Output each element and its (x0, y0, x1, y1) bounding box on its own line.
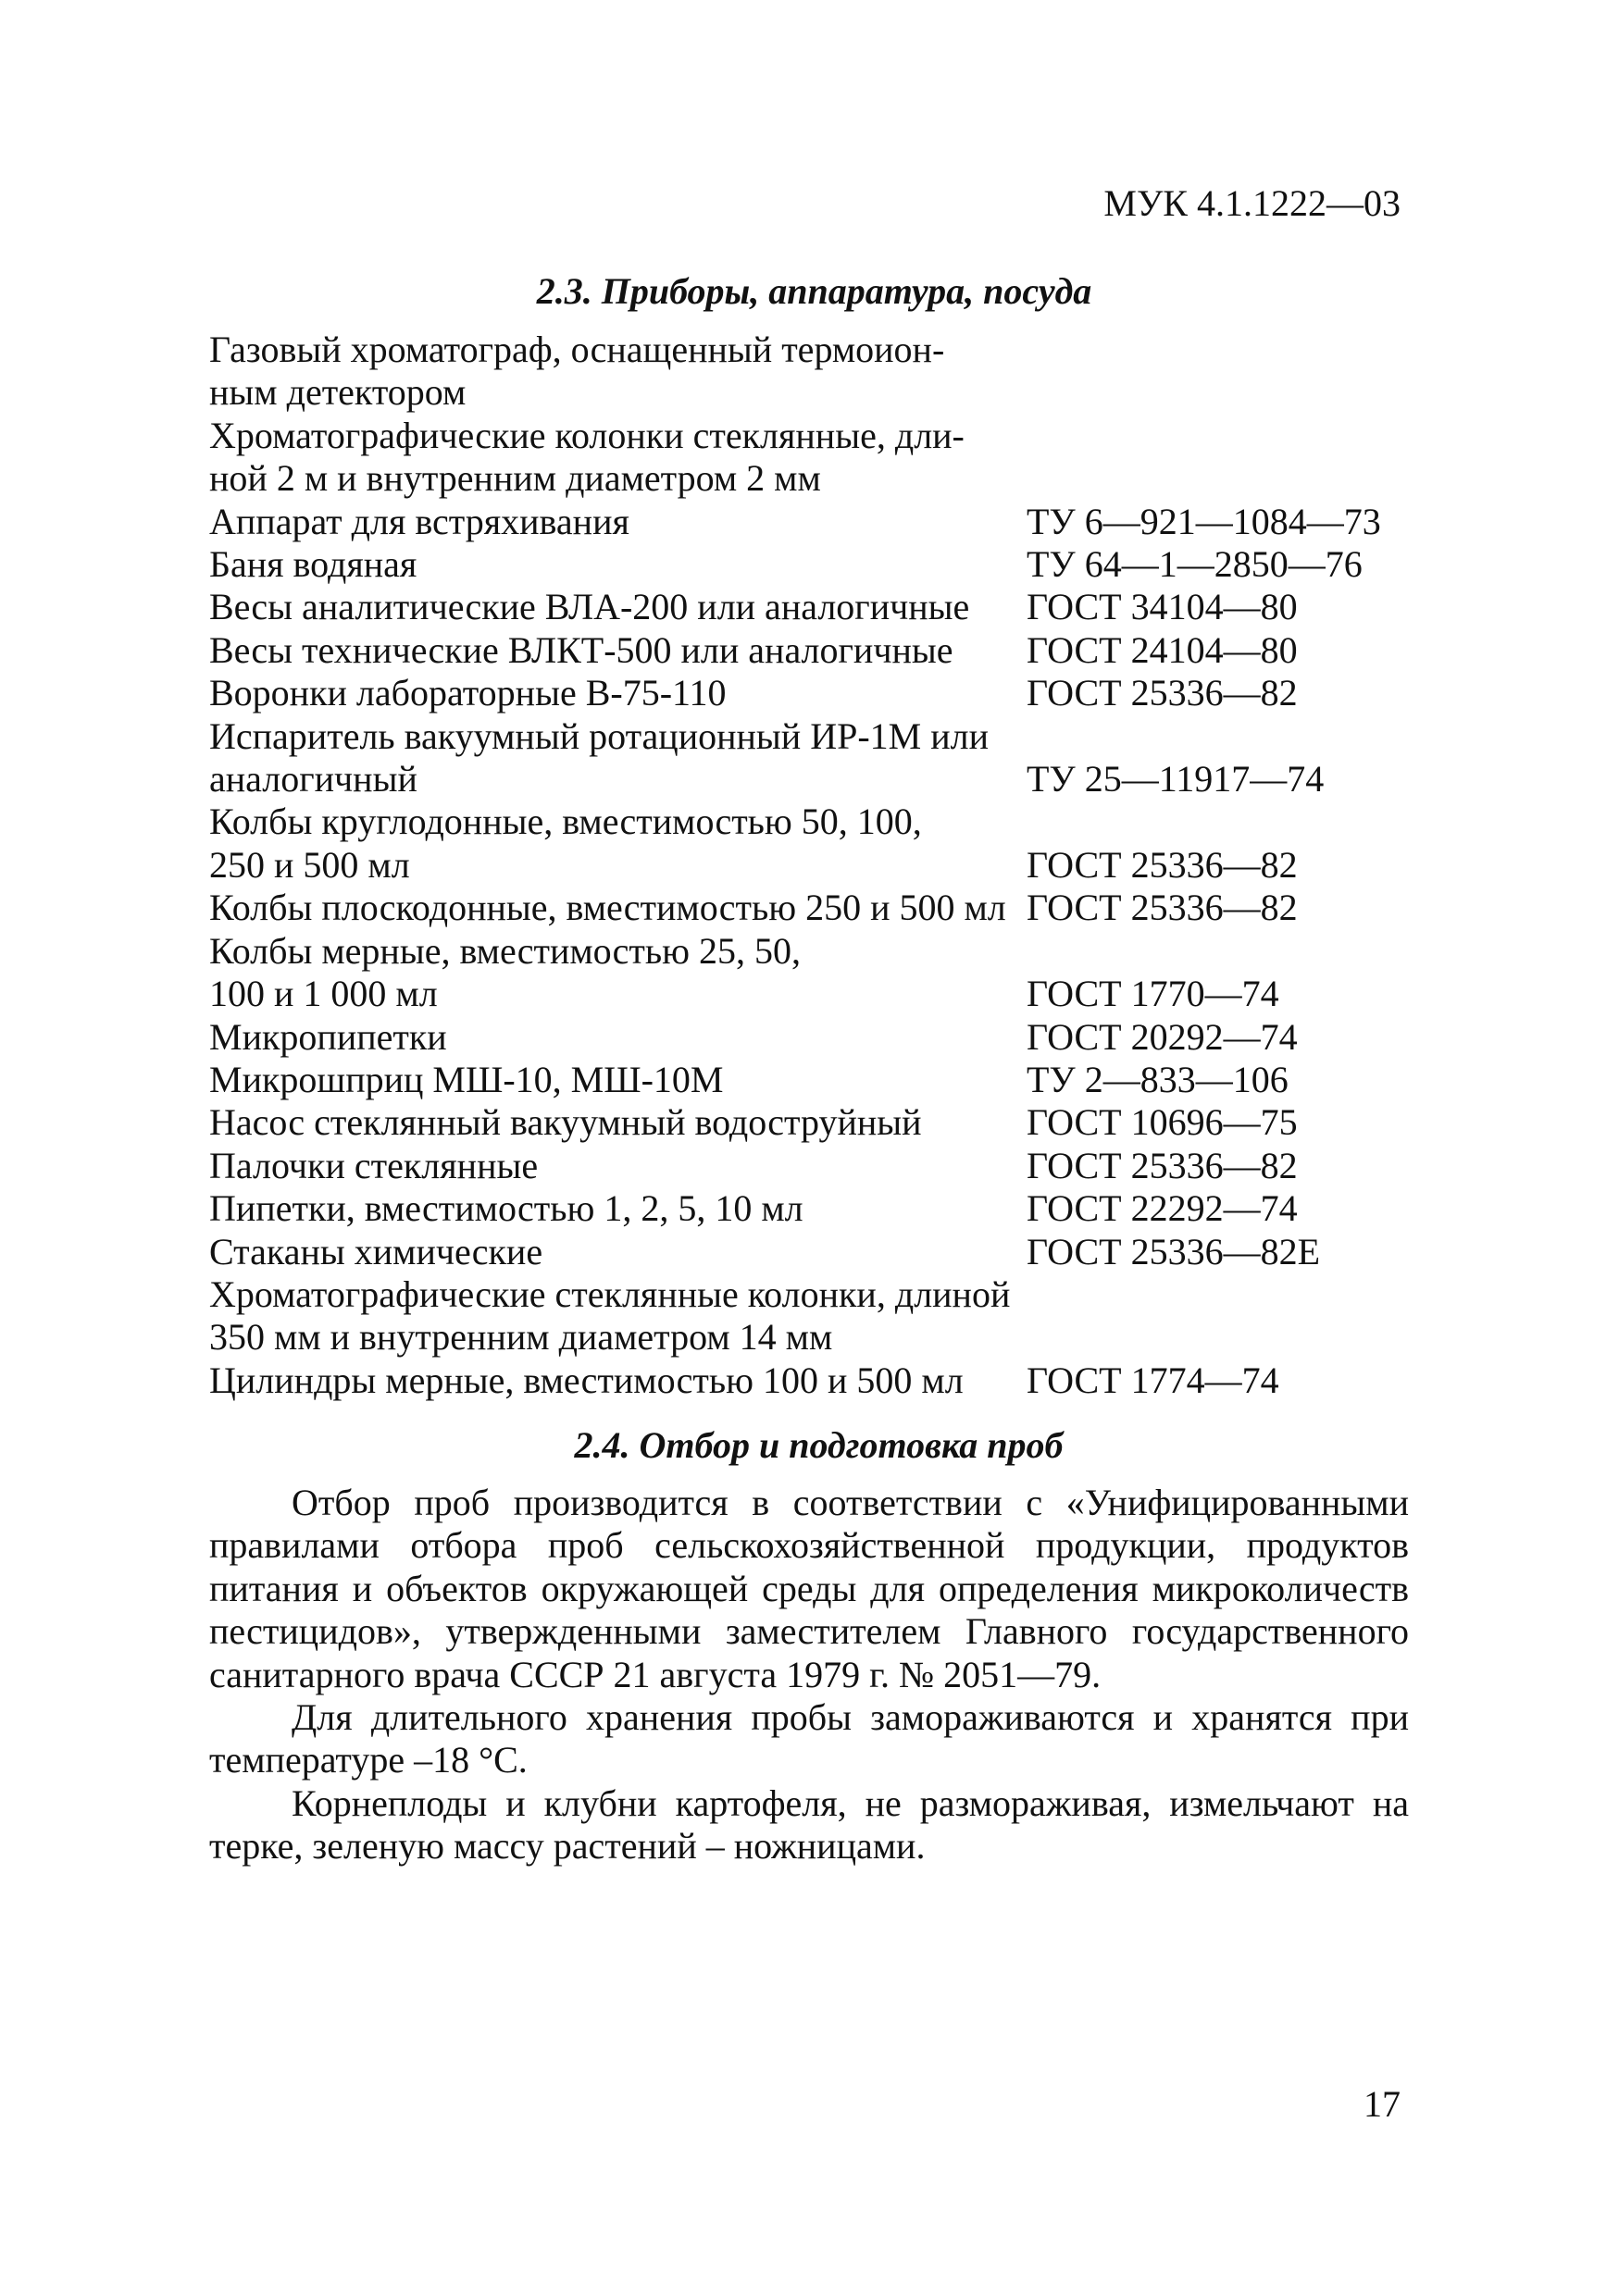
equipment-name-line: Микропипетки (209, 1015, 447, 1058)
equipment-name-line: Весы аналитические ВЛА-200 или аналогичные (209, 586, 970, 628)
equipment-name (209, 715, 1024, 801)
equipment-name (209, 887, 1024, 929)
equipment-name (209, 1101, 1024, 1144)
equipment-name-line: Хроматографические колонки стеклянные, дли- (209, 414, 965, 456)
sampling-text (209, 1482, 1409, 1868)
equipment-name-line: Аппарат для встряхивания (209, 500, 629, 542)
equipment-name-line: Баня водяная (209, 543, 417, 586)
equipment-name-line: 100 и 1 000 мл (209, 973, 438, 1015)
equipment-row (209, 1016, 1413, 1059)
equipment-row (209, 629, 1413, 672)
equipment-name (209, 800, 1024, 887)
equipment-row (209, 800, 1413, 887)
equipment-standard: ГОСТ 25336—82Е (1027, 1230, 1321, 1272)
equipment-name (209, 501, 1024, 543)
equipment-name-line: ной 2 м и внутренним диаметром 2 мм (209, 457, 821, 500)
equipment-row (209, 1187, 1413, 1230)
page-number: 17 (1364, 2083, 1401, 2125)
equipment-standard: ТУ 2—833—106 (1027, 1058, 1289, 1100)
equipment-standard: ГОСТ 25336—82 (1027, 1144, 1298, 1186)
equipment-standard: ГОСТ 34104—80 (1027, 586, 1298, 628)
section-title-sampling: 2.4. Отбор и подготовка проб (574, 1424, 1064, 1466)
equipment-name-line: Воронки лабораторные В-75-110 (209, 672, 727, 714)
equipment-name (209, 672, 1024, 714)
equipment-standard: ГОСТ 20292—74 (1027, 1015, 1298, 1058)
equipment-name (209, 543, 1024, 586)
equipment-standard: ГОСТ 10696—75 (1027, 1101, 1298, 1144)
equipment-row (209, 1059, 1413, 1101)
paragraph: Для длительного хранения пробы замораживаются и хранятся при температуре –18 °С. (209, 1696, 1409, 1781)
equipment-name-line: Насос стеклянный вакуумный водоструйный (209, 1101, 922, 1144)
equipment-row (209, 1231, 1413, 1273)
equipment-name (209, 1145, 1024, 1187)
equipment-row (209, 543, 1413, 586)
equipment-name-line: Испаритель вакуумный ротационный ИР-1М или (209, 714, 989, 757)
equipment-standard: ГОСТ 25336—82 (1027, 672, 1298, 714)
equipment-row (209, 1359, 1413, 1402)
equipment-name (209, 930, 1024, 1016)
equipment-name-line: Колбы круглодонные, вместимостью 50, 100, (209, 800, 922, 843)
equipment-name-line: Стаканы химические (209, 1230, 543, 1272)
equipment-row (209, 1101, 1413, 1144)
equipment-name (209, 1273, 1024, 1359)
equipment-name-line: 350 мм и внутренним диаметром 14 мм (209, 1316, 833, 1359)
section-title-equipment: 2.3. Приборы, аппаратура, посуда (536, 270, 1092, 312)
equipment-name (209, 1359, 1024, 1402)
equipment-row (209, 887, 1413, 929)
equipment-name-line: Колбы мерные, вместимостью 25, 50, (209, 929, 802, 972)
equipment-name (209, 329, 1024, 415)
equipment-name-line: Хроматографические стеклянные колонки, длиной (209, 1272, 1011, 1315)
document-code: МУК 4.1.1222—03 (1103, 182, 1401, 224)
equipment-name-line: Колбы плоскодонные, вместимостью 250 и 500 мл (209, 887, 1006, 929)
equipment-name-line: Весы технические ВЛКТ-500 или аналогичные (209, 628, 953, 671)
equipment-standard: ГОСТ 25336—82 (1027, 843, 1298, 886)
equipment-standard: ГОСТ 25336—82 (1027, 887, 1298, 929)
equipment-standard: ГОСТ 24104—80 (1027, 628, 1298, 671)
equipment-name (209, 1187, 1024, 1230)
equipment-name-line: Газовый хроматограф, оснащенный термоион- (209, 329, 945, 370)
equipment-name-line: 250 и 500 мл (209, 843, 410, 886)
equipment-list (209, 329, 1413, 1402)
paragraph: Отбор проб производится в соответствии с «Унифицированными правилами отбора проб сельскохозяйственной продукции, продуктов питания и объектов окружающей среды для определения микроколичеств пестицидов», утвержденными заместителем Главного государственного санитарного врача СССР 21 августа 1979 г. № 2051—79. (209, 1482, 1409, 1695)
equipment-row (209, 1273, 1413, 1359)
equipment-name (209, 1231, 1024, 1273)
equipment-name-line: Микрошприц МШ-10, МШ-10М (209, 1058, 724, 1100)
equipment-row (209, 586, 1413, 628)
equipment-standard: ГОСТ 1770—74 (1027, 973, 1279, 1015)
equipment-row (209, 329, 1413, 415)
equipment-standard: ГОСТ 1774—74 (1027, 1359, 1279, 1401)
equipment-row (209, 1145, 1413, 1187)
equipment-name (209, 629, 1024, 672)
equipment-row (209, 415, 1413, 501)
equipment-name-line: ным детектором (209, 371, 467, 414)
equipment-row (209, 501, 1413, 543)
equipment-standard: ГОСТ 22292—74 (1027, 1187, 1298, 1230)
equipment-standard: ТУ 6—921—1084—73 (1027, 500, 1381, 542)
equipment-row (209, 930, 1413, 1016)
equipment-name-line: Палочки стеклянные (209, 1144, 539, 1186)
equipment-row (209, 672, 1413, 714)
equipment-name-line: Пипетки, вместимостью 1, 2, 5, 10 мл (209, 1187, 803, 1230)
equipment-name-line: Цилиндры мерные, вместимостью 100 и 500 мл (209, 1359, 964, 1401)
equipment-name (209, 1016, 1024, 1059)
equipment-standard: ТУ 25—11917—74 (1027, 758, 1325, 800)
equipment-name (209, 586, 1024, 628)
equipment-name (209, 415, 1024, 501)
equipment-row (209, 715, 1413, 801)
equipment-name (209, 1059, 1024, 1101)
equipment-standard: ТУ 64—1—2850—76 (1027, 543, 1363, 586)
paragraph: Корнеплоды и клубни картофеля, не размораживая, измельчают на терке, зеленую массу растений – ножницами. (209, 1781, 1409, 1868)
equipment-name-line: аналогичный (209, 758, 417, 800)
